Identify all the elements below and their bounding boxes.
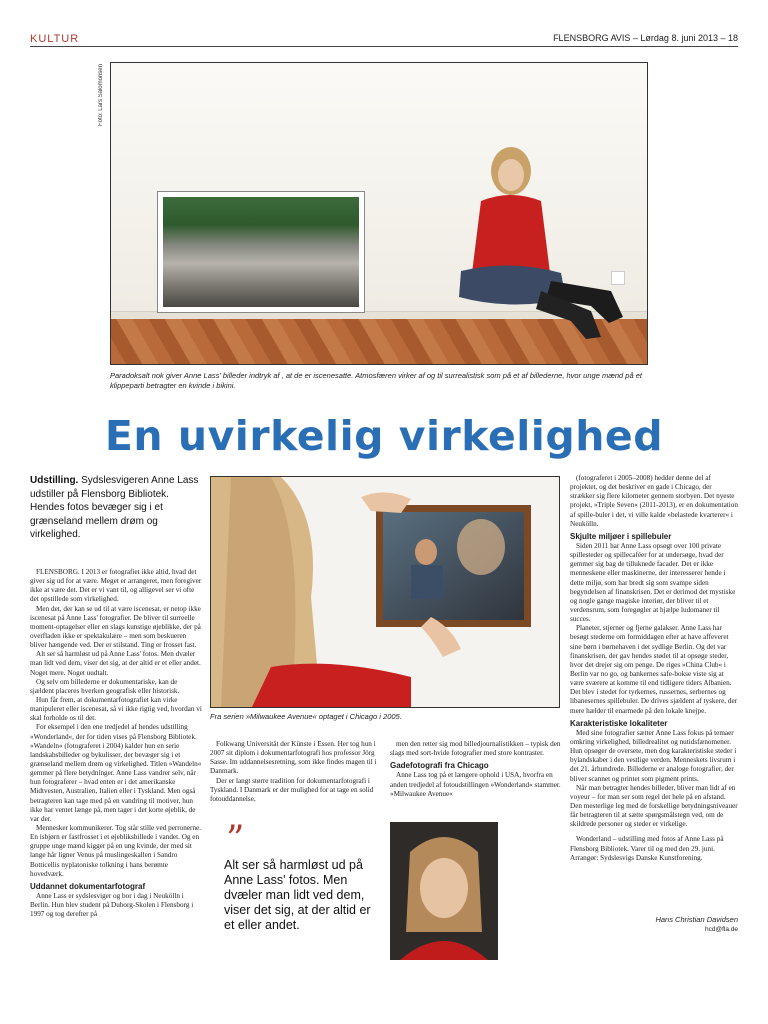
col-a-p3: Og selv om billederne er dokumentariske, kan de sjældent placeres hverken geografisk eller historisk. (30, 677, 180, 695)
col-a-p6: Mennesker kommunikerer. Tog står stille ved perronerne. En isbjørn er fastfrosset i et øjebliksbillede i vandet. Og en gruppe unge mænd kigger på en ung kvinde, der med sit lange hår ligner Venus på muslingeskallen i Sandro Botticellis nyplatoniske tolkning i hans berømte hovedværk. (30, 823, 202, 878)
col-a-p4: Hun får frem, at dokumentarfotografiet kan virke manipuleret eller iscenesat, så vi ikke rigtig ved, hvordan vi skal forholde os til det. (30, 695, 202, 723)
column-a (30, 568, 202, 919)
subheading-chicago: Gadefotografi fra Chicago (390, 761, 489, 771)
lead-paragraph (30, 474, 202, 542)
portrait-illustration (390, 822, 498, 960)
col-d-intro: (fotograferet i 2005–2008) hedder denne del af projektet, og det beskriver en gade i Chicago, der strækker sig flere kilometer gennem storbyen. Det nyeste projekt, »Triple Seven« (2011-2013), er en dokumentation af spille-buler i det, vi ville kalde »belastede kvarterer« i Neukölln. (570, 474, 738, 528)
lead-text: Sydslesvigeren Anne Lass udstiller på Flensborg Bibliotek. Hendes fotos bevæger sig i et grænseland mellem drøm og virkelighed. (30, 475, 199, 540)
col-a-p5: For eksempel i den ene tredjedel af hendes udstilling »Wonderland«, der for tiden vises på Flensborg Bibliotek. »Wandeln« (fotograferet i 2004) kalder hun en serie landskabsbilleder og bykulisser, der bevæger sig i et grænseland mellem drøm og virkelighed. Titlen »Wandeln« gemmer på flere betydninger. Anne Lass vandrer selv, når hun fotograferer – hvad enten er i det amerikanske Midtvesten, Australien, Italien eller i Tyskland. Men også betragteren kan tage med på en vandring til motiver, hun ikke har ventet længe på, men tager i det korte øjeblik, de var der. (30, 723, 202, 823)
author-email[interactable]: hcd@fla.de (705, 926, 738, 933)
column-d (570, 474, 738, 863)
seated-woman-figure (441, 141, 631, 341)
col-a-tail: Anne Lass er sydslesviger og bor i dag i Neukölln i Berlin. Hun blev student på Duborg-Skolen i Flensborg i 1997 og tog derefter på (30, 891, 194, 919)
subheading-spillebuler: Skjulte miljøer i spillebuler (570, 531, 672, 541)
header-rule (30, 46, 738, 47)
lead-kicker: Udstilling. (30, 475, 79, 486)
quote-mark-icon: ” (226, 819, 245, 860)
page-folio: FLENSBORG AVIS – Lørdag 8. juni 2013 – 18 (553, 33, 738, 43)
column-b (210, 740, 382, 804)
col-d-1-p0: Siden 2011 har Anne Lass opsøgt over 100 private spillesteder og spillecaféer for at undersøge, hvad der gemmer sig bag de tilluknede facader. Det er ikke menneskene eller maskinerne, der interesserer hende i dette miljø, som har bredt sig som svampe siden begyndelsen af finanskrisen. Det er derimod det mystiske og nogle gange magiske interiør, der bliver til et verdensrum, som foregøgler at hjælpe ludomaner til succes. (570, 542, 736, 624)
pull-quote: Alt ser så harmløst ud på Anne Lass' fotos. Men dvæler man lidt ved dem, viser det sig, at der altid er et eller andet. (224, 858, 371, 932)
photo2-caption: Fra serien »Milwaukee Avenue« optaget i Chicago i 2005. (210, 712, 402, 721)
photo-credit: Foto: Lars Salomonsen (98, 64, 104, 127)
framed-landscape-print (157, 191, 365, 313)
top-photo-caption: Paradoksalt nok giver Anne Lass' billeder indtryk af , at de er iscenesatte. Atmosfæren virker af og til surrealistisk som på et af billederne, hvor unge mænd på et klippeparti betragter en kvinde i bikini. (110, 371, 642, 390)
col-d-1-p1: Planeter, stjerner og fjerne galakser. Anne Lass har besøgt stederne om formiddagen efter at have affeveret sine børn i børnehaven i det sydlige Berlin. Og det var finanskrisen, der gav hendes stødet til at opsøge steder, hvor det drejer sig om penge. De riges »China Club« i Berlin var no go, og bankernes safe-bokse viste sig at være sværere at komme til end tidligere tiders Albanien. Det blev i stedet for tyrkernes, russernes, serbernes og libanesernes spillebuler. De drives sjældent af tyskere, der mere hælder til enarmede på den lokale knejpe. (570, 624, 738, 715)
col-d-2-p1: Når man betragter hendes billeder, bliver man lidt af en voyeur – for man ser som regel det hele på en afstand. Den mesterlige leg med de forskellige betydningsniveauer får betragteren til at sætte spørgsmålstegn ved, om de skildrede personer og steder er virkelige. (570, 783, 738, 829)
photo2-illustration (211, 477, 560, 708)
main-photo (110, 62, 648, 365)
col-d-2-p0: Med sine fotografier sætter Anne Lass fokus på temaer omkring virkelighed, billedrealitet og nutidsfænomener. Hun opsøger de oversete, men dog karakteristiske steder i bylandskaber i den vestlige verden. Menneskets livsrum i det 21. århundrede. Billederne er analoge fotografier, der bliver scannet og printet som pigment prints. (570, 728, 737, 783)
portrait-photo (390, 822, 498, 960)
col-a-p0: FLENSBORG. I 2013 er fotografiet ikke altid, hvad det giver sig ud for at være. Meget er arrangeret, men foregiver ikke at være det. Det er vi vant til, og alligevel ser vi ofte det opstillede som virkelighed. (30, 568, 202, 604)
col-b-p0: Folkwang Universität der Künste i Essen. Her tog hun i 2007 sit diplom i dokumentarfotografi hos professor Jörg Sasse. Im uddannelsesretning, som ikke findes magen til i Danmark. (210, 740, 377, 776)
col-b-p1: Der er langt større tradition for dokumentarfotografi i Tyskland. I Danmark er der mulighed for at tage en solid fotouddannelse, (210, 776, 374, 803)
col-c-tail: Anne Lass tog på et længere ophold i USA, hvorfra en anden tredjedel af fotoudstillingen »Wonderland« stammer. »Milwaukee Avenue« (390, 771, 561, 798)
headline: En uvirkelig virkelighed (104, 412, 664, 460)
section-label: KULTUR (30, 33, 80, 45)
framed-photo-image (210, 476, 560, 708)
col-c-p0: men den retter sig mod billedjournalistikken – typisk den slags med sort-hvide fotografier med store kontraster. (390, 740, 561, 758)
subheading-lokaliteter: Karakteristiske lokaliteter (570, 718, 668, 728)
exhibition-info: Wonderland – udstilling med fotos af Anne Lass på Flensborg Bibliotek. Varer til og med den 29. juni. Arrangør: Sydslesvigs Danske Kunstforening. (570, 835, 724, 862)
author-name: Hans Christian Davidsen (655, 915, 738, 924)
col-a-p1: Men det, der kan se ud til at være iscenesat, er netop ikke iscenesat på Anne Lass' fotografier. De bliver til surreelle moment-optagelser eller en slags kunstige øjeblikke, der på overfladen ikke er spektakulære – men som beskueren bliver hængende ved. Der er stilstand. Ting er frosset fast. (30, 604, 201, 650)
column-c (390, 740, 562, 799)
col-a-p2: Alt ser så harmløst ud på Anne Lass' fotos. Men dvæler man lidt ved dem, viser det sig, at der altid er et eller andet. Noget mere. Noget uudtalt. (30, 650, 201, 677)
subheading-uddannet: Uddannet dokumentarfotograf (30, 881, 146, 891)
rocks-image (163, 197, 359, 307)
